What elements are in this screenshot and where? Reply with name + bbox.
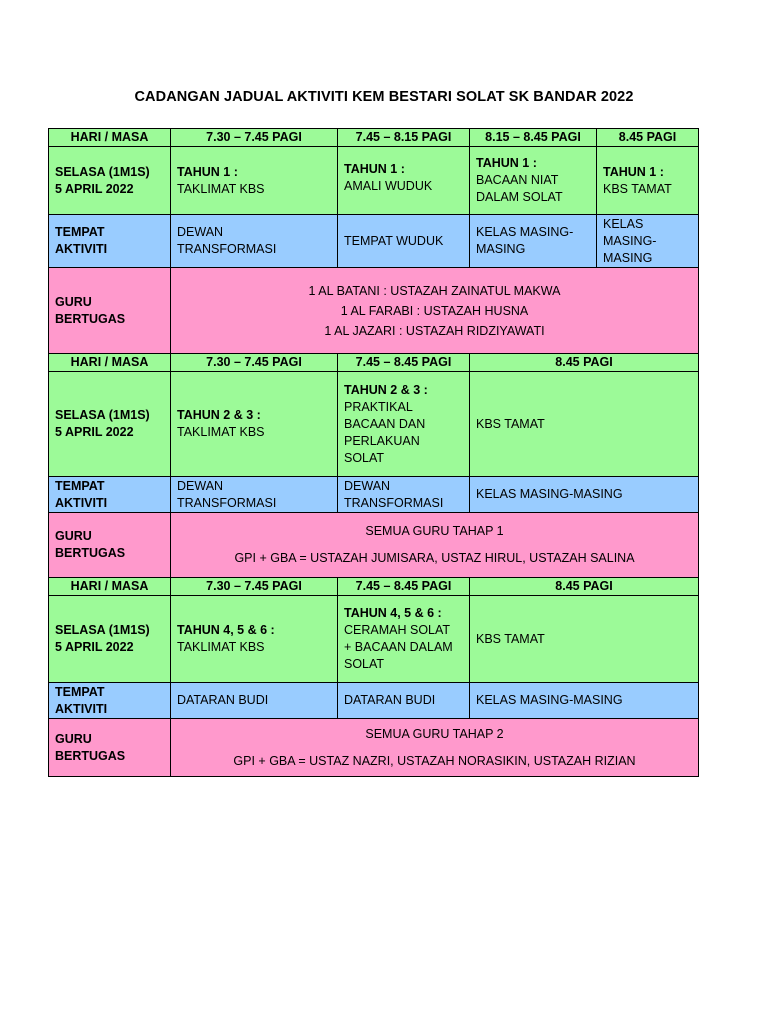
place-label-cell — [49, 683, 171, 719]
activity-cell — [171, 147, 338, 215]
activity-cell — [470, 372, 699, 477]
header-row — [49, 578, 699, 596]
duty-text: 1 AL FARABI : USTAZAH HUSNA — [340, 303, 529, 318]
place-label: AKTIVITI — [55, 495, 108, 510]
activity-group: TAHUN 1 : — [476, 156, 537, 170]
activity-group: TAHUN 4, 5 & 6 : — [177, 623, 275, 637]
header-time-slot: 8.45 PAGI — [470, 354, 699, 372]
place-text: DEWAN — [344, 478, 391, 493]
place-cell — [470, 215, 597, 268]
day-cell — [49, 596, 171, 683]
activity-group: TAHUN 1 : — [603, 164, 664, 179]
place-cell — [597, 215, 699, 268]
header-time-slot: 8.45 PAGI — [470, 578, 699, 596]
place-text: DEWAN — [177, 225, 224, 239]
duty-label: BERTUGAS — [55, 546, 126, 560]
place-cell — [171, 215, 338, 268]
header-time-slot: 7.45 – 8.45 PAGI — [338, 578, 470, 596]
duty-text: SEMUA GURU TAHAP 1 — [365, 524, 504, 538]
duty-label: BERTUGAS — [55, 311, 126, 326]
header-row — [49, 354, 699, 372]
activity-text: TAKLIMAT KBS — [177, 181, 265, 196]
activity-cell — [470, 147, 597, 215]
place-row — [49, 683, 699, 719]
header-time-slot: 8.15 – 8.45 PAGI — [470, 129, 597, 147]
activity-group: TAHUN 2 & 3 : — [344, 382, 428, 397]
duty-label: GURU — [55, 529, 92, 543]
header-time-slot: 7.45 – 8.45 PAGI — [338, 354, 470, 372]
day-cell — [49, 147, 171, 215]
activity-row — [49, 596, 699, 683]
place-text: TEMPAT WUDUK — [344, 233, 444, 248]
duty-cell — [171, 513, 699, 578]
header-time-slot: 7.45 – 8.15 PAGI — [338, 129, 470, 147]
header-day-time: HARI / MASA — [49, 129, 171, 147]
date-label: 5 APRIL 2022 — [55, 640, 134, 654]
activity-group: TAHUN 1 : — [344, 162, 405, 176]
activity-text: KBS TAMAT — [476, 416, 545, 431]
place-cell — [470, 683, 699, 719]
place-text: DEWAN — [177, 478, 224, 493]
place-text: KELAS MASING-MASING — [476, 693, 623, 707]
activity-cell — [338, 596, 470, 683]
place-row — [49, 215, 699, 268]
activity-text: AMALI WUDUK — [344, 179, 433, 193]
activity-text: BACAAN NIAT — [476, 173, 559, 187]
schedule-table — [48, 128, 699, 777]
page-title: CADANGAN JADUAL AKTIVITI KEM BESTARI SOLAT SK BANDAR 2022 — [134, 89, 634, 105]
place-text: MASING — [476, 242, 526, 256]
place-label: TEMPAT — [55, 684, 105, 699]
activity-cell — [470, 596, 699, 683]
date-label: 5 APRIL 2022 — [55, 181, 134, 196]
place-label-cell — [49, 215, 171, 268]
place-text: DATARAN BUDI — [344, 693, 436, 707]
duty-text: GPI + GBA = USTAZAH JUMISARA, USTAZ HIRUL, USTAZAH SALINA — [234, 551, 635, 565]
place-text: MASING — [603, 250, 653, 265]
duty-cell — [171, 268, 699, 354]
place-row — [49, 477, 699, 513]
header-time-slot: 7.30 – 7.45 PAGI — [171, 354, 338, 372]
place-text: TRANSFORMASI — [177, 495, 277, 510]
day-label: SELASA (1M1S) — [55, 408, 150, 422]
activity-row — [49, 372, 699, 477]
place-label: TEMPAT — [55, 478, 105, 493]
day-label: SELASA (1M1S) — [55, 623, 150, 637]
activity-text: PERLAKUAN — [344, 433, 420, 448]
place-cell — [470, 477, 699, 513]
activity-text: + BACAAN DALAM — [344, 640, 453, 654]
activity-text: TAKLIMAT KBS — [177, 425, 265, 439]
day-label: SELASA (1M1S) — [55, 164, 150, 179]
activity-text: SOLAT — [344, 657, 385, 671]
activity-cell — [338, 372, 470, 477]
activity-cell — [171, 596, 338, 683]
place-label: AKTIVITI — [55, 701, 108, 716]
place-cell — [338, 683, 470, 719]
header-time-slot: 7.30 – 7.45 PAGI — [171, 578, 338, 596]
place-cell — [171, 683, 338, 719]
duty-cell — [171, 719, 699, 777]
place-text: MASING- — [603, 233, 657, 248]
header-day-time: HARI / MASA — [49, 354, 171, 372]
duty-label-cell — [49, 268, 171, 354]
activity-text: SOLAT — [344, 450, 385, 465]
duty-label: GURU — [55, 731, 92, 746]
activity-text: BACAAN DAN — [344, 416, 426, 431]
header-row — [49, 129, 699, 147]
duty-text: SEMUA GURU TAHAP 2 — [365, 726, 504, 741]
activity-cell — [597, 147, 699, 215]
activity-text: DALAM SOLAT — [476, 190, 563, 204]
day-cell — [49, 372, 171, 477]
duty-text: 1 AL JAZARI : USTAZAH RIDZIYAWATI — [324, 323, 545, 338]
duty-row — [49, 268, 699, 354]
activity-cell — [338, 147, 470, 215]
place-text: TRANSFORMASI — [177, 242, 277, 256]
activity-group: TAHUN 2 & 3 : — [177, 408, 261, 422]
activity-text: TAKLIMAT KBS — [177, 640, 265, 654]
duty-label: GURU — [55, 294, 92, 309]
place-text: TRANSFORMASI — [344, 495, 444, 510]
header-time-slot: 7.30 – 7.45 PAGI — [171, 129, 338, 147]
activity-text: PRAKTIKAL — [344, 399, 413, 414]
place-text: KELAS MASING- — [476, 225, 574, 239]
activity-text: KBS TAMAT — [476, 631, 545, 646]
activity-text: CERAMAH SOLAT — [344, 623, 451, 637]
place-label: AKTIVITI — [55, 242, 108, 256]
header-time-slot: 8.45 PAGI — [597, 129, 699, 147]
activity-row — [49, 147, 699, 215]
place-cell — [171, 477, 338, 513]
activity-group: TAHUN 1 : — [177, 164, 238, 179]
date-label: 5 APRIL 2022 — [55, 425, 134, 439]
activity-group: TAHUN 4, 5 & 6 : — [344, 606, 442, 620]
duty-label-cell — [49, 719, 171, 777]
duty-label: BERTUGAS — [55, 748, 126, 763]
place-label-cell — [49, 477, 171, 513]
duty-text: 1 AL BATANI : USTAZAH ZAINATUL MAKWA — [308, 283, 561, 298]
place-cell — [338, 477, 470, 513]
duty-row — [49, 513, 699, 578]
duty-row — [49, 719, 699, 777]
place-label: TEMPAT — [55, 225, 105, 239]
header-day-time: HARI / MASA — [49, 578, 171, 596]
activity-text: KBS TAMAT — [603, 181, 672, 196]
duty-text: GPI + GBA = USTAZ NAZRI, USTAZAH NORASIKIN, USTAZAH RIZIAN — [233, 753, 636, 768]
place-text: KELAS MASING-MASING — [476, 487, 623, 501]
place-cell — [338, 215, 470, 268]
duty-label-cell — [49, 513, 171, 578]
activity-cell — [171, 372, 338, 477]
place-text: KELAS — [603, 216, 644, 231]
place-text: DATARAN BUDI — [177, 693, 269, 707]
